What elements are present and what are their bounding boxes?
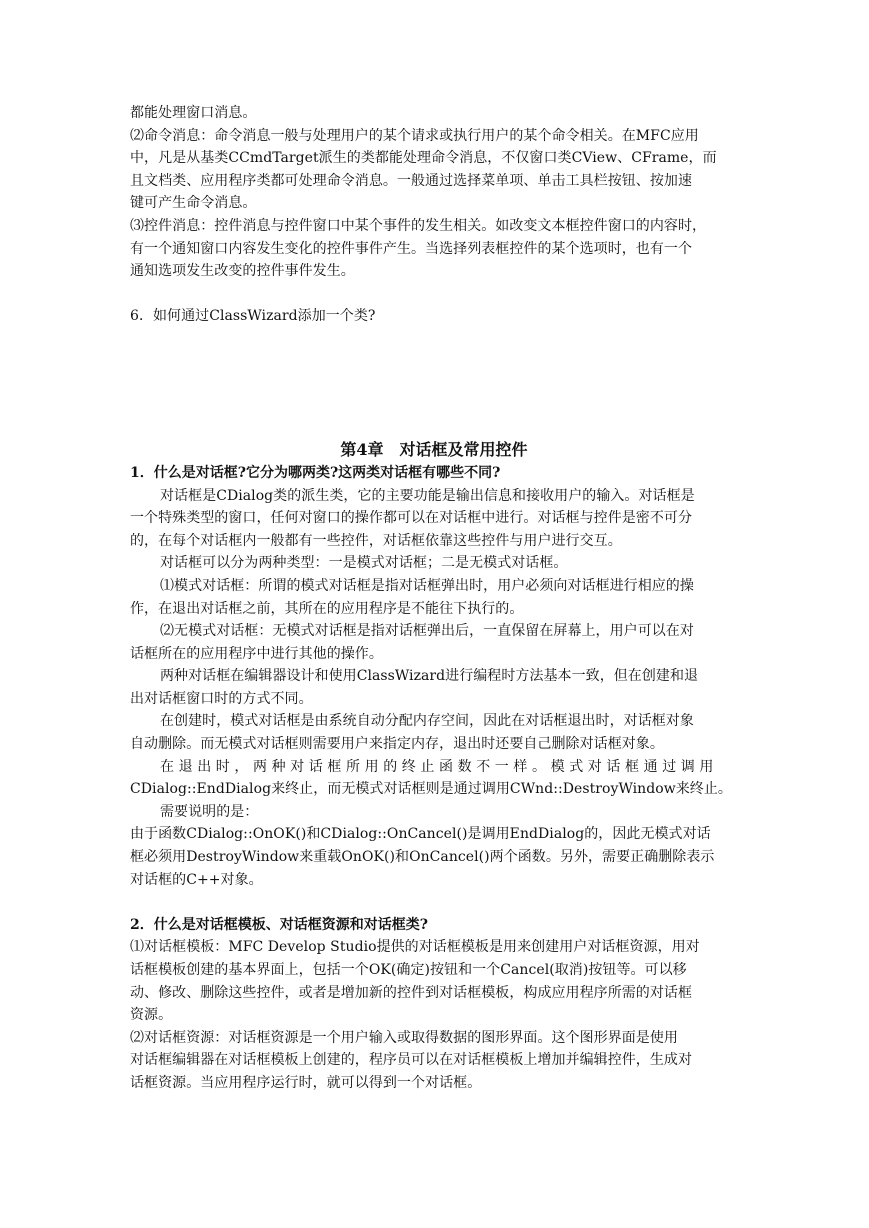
text-line: 的，在每个对话框内一般都有一些控件，对话框依靠这些控件与用户进行交互。 [130,532,622,549]
text-line: 资源。 [130,1007,173,1024]
text-line: 对话框可以分为两种类型：一是模式对话框；二是无模式对话框。 [160,555,568,572]
text-line: 在创建时，模式对话框是由系统自动分配内存空间，因此在对话框退出时，对话框对象 [160,713,694,730]
text-line: ⑴模式对话框：所谓的模式对话框是指对话框弹出时，用户必须向对话框进行相应的操 [160,577,694,594]
text-line: 对话框编辑器在对话框模板上创建的，程序员可以在对话框模板上增加并编辑控件，生成对 [130,1052,692,1069]
text-line: 两种对话框在编辑器设计和使用ClassWizard进行编程时方法基本一致，但在创建和退 [160,668,699,685]
text-line: 话框所在的应用程序中进行其他的操作。 [130,645,383,662]
text-line: 框必须用DestroyWindow来重载OnOK()和OnCancel()两个函数。另外，需要正确删除表示 [130,849,715,866]
spacer [130,283,738,306]
text-line: 中，凡是从基类CCmdTarget派生的类都能处理命令消息，不仅窗口类CView、CFrame，而 [130,150,717,167]
question-6: 6．如何通过ClassWizard添加一个类? [130,308,376,325]
text-line: 作，在退出对话框之前，其所在的应用程序是不能往下执行的。 [130,600,524,617]
section-1-heading: 1．什么是对话框?它分为哪两类?这两类对话框有哪些不同? [130,464,501,481]
intro-paragraphs [130,102,738,283]
text-line: 在退出时，两种对话框所用的终止函数不一样。模式对话框通过调用 [160,758,718,775]
text-line: 有一个通知窗口内容发生变化的控件事件产生。当选择列表框控件的某个选项时，也有一个 [130,240,692,257]
text-line: 都能处理窗口消息。 [130,105,257,121]
chapter-title: 第4章 对话框及常用控件 [340,439,528,459]
text-line: 由于函数CDialog::OnOK()和CDialog::OnCancel()是调用EndDialog的，因此无模式对话 [130,826,711,843]
text-line: 自动删除。而无模式对话框则需要用户来指定内存，退出时还要自己删除对话框对象。 [130,736,664,753]
text-line: 键可产生命令消息。 [130,195,257,212]
text-line: 且文档类、应用程序类都可处理命令消息。一般通过选择菜单项、单击工具栏按钮、按加速 [130,172,692,189]
text-line: ⑵命令消息：命令消息一般与处理用户的某个请求或执行用户的某个命令相关。在MFC应用 [130,127,699,144]
section-2-body [130,936,738,1094]
document-page [130,102,738,1095]
text-line: 话框模板创建的基本界面上，包括一个OK(确定)按钮和一个Cancel(取消)按钮等。可以移 [130,962,687,978]
text-line: ⑶控件消息：控件消息与控件窗口中某个事件的发生相关。如改变文本框控件窗口的内容时， [130,217,707,234]
text-line: CDialog::EndDialog来终止，而无模式对话框则是通过调用CWnd::DestroyWindow来终止。 [130,781,732,798]
spacer [130,328,738,434]
text-line: 对话框是CDialog类的派生类，它的主要功能是输出信息和接收用户的输入。对话框是 [160,487,695,504]
text-line: 通知选项发生改变的控件事件发生。 [130,263,355,280]
text-line: 对话框的C++对象。 [130,871,263,888]
text-line: ⑵对话框资源：对话框资源是一个用户输入或取得数据的图形界面。这个图形界面是使用 [130,1029,678,1046]
text-line: 出对话框窗口时的方式不同。 [130,690,313,707]
section-2-heading: 2．什么是对话框模板、对话框资源和对话框类? [130,916,428,933]
text-line: ⑵无模式对话框：无模式对话框是指对话框弹出后，一直保留在屏幕上，用户可以在对 [160,623,694,640]
text-line: ⑴对话框模板：MFC Develop Studio提供的对话框模板是用来创建用户对话框资源，用对 [130,939,700,956]
text-line: 动、修改、删除这些控件，或者是增加新的控件到对话框模板，构成应用程序所需的对话框 [130,984,692,1001]
spacer [130,891,738,914]
text-line: 一个特殊类型的窗口，任何对窗口的操作都可以在对话框中进行。对话框与控件是密不可分 [130,510,692,527]
section-1-body [130,485,738,892]
text-line: 需要说明的是： [160,803,259,820]
text-line: 话框资源。当应用程序运行时，就可以得到一个对话框。 [130,1074,482,1091]
